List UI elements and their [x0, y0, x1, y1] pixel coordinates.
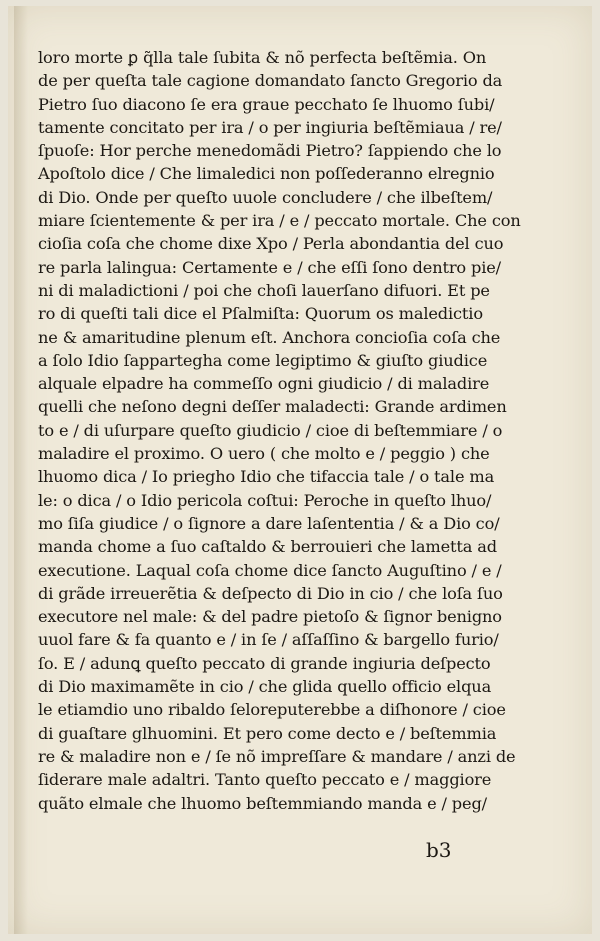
text-line: quãto elmale che lhuomo beſtemmiando manda e / peg/	[38, 793, 487, 813]
text-line: di grãde irreuerẽtia & deſpecto di Dio in cio / che loſa ſuo	[38, 583, 503, 603]
text-block	[38, 46, 521, 815]
text-line: miare ſcientemente & per ira / e / peccato mortale. Che con	[38, 211, 521, 231]
text-line: uuol fare & fa quanto e / in ſe / aſſaſſino & bargello furio/	[38, 630, 499, 650]
text-line: di guaſtare glhuomini. Et pero come decto e / beſtemmia	[38, 723, 497, 743]
text-line: mo ſiſa giudice / o ſignore a dare laſententia / & a Dio co/	[38, 513, 500, 533]
text-line: ſo. E / adunꝗ queſto peccato di grande ingiuria deſpecto	[38, 653, 491, 673]
signature-mark: b3	[426, 838, 452, 862]
text-line: di Dio. Onde per queſto uuole concludere / che ilbeſtem/	[38, 187, 493, 207]
text-line: manda chome a ſuo caſtaldo & berrouieri che lametta ad	[38, 537, 497, 557]
text-line: re parla lalingua: Certamente e / che eſſi ſono dentro pie/	[38, 257, 501, 277]
text-line: ſpuoſe: Hor perche menedomãdi Pietro? ſappiendo che lo	[38, 141, 502, 161]
text-line: quelli che neſono degni deſſer maladecti: Grande ardimen	[38, 397, 507, 417]
text-line: Apoſtolo dice / Che limaledici non poſſederanno elregnio	[38, 164, 495, 184]
text-line: tamente concitato per ira / o per ingiuria beſtẽmiaua / re/	[38, 117, 502, 137]
text-line: to e / di uſurpare queſto giudicio / cioe di beſtemmiare / o	[38, 420, 503, 440]
text-line: a ſolo Idio ſappartegha come legiptimo & giuſto giudice	[38, 350, 488, 370]
text-line: alquale elpadre ha commeſſo ogni giudicio / di maladire	[38, 374, 490, 394]
text-line: lhuomo dica / Io priegho Idio che tifaccia tale / o tale ma	[38, 467, 495, 487]
text-line: executione. Laqual coſa chome dice ſancto Auguſtino / e /	[38, 560, 502, 580]
text-line: cioſia coſa che chome dixe Xpo / Perla abondantia del cuo	[38, 234, 504, 254]
text-line: re & maladire non e / ſe nõ impreſſare & mandare / anzi de	[38, 746, 516, 766]
text-line: loro morte ꝑ q̃lla tale ſubita & nõ perfecta beſtẽmia. On	[38, 48, 487, 67]
text-line: ne & amaritudine plenum eſt. Anchora concioſia coſa che	[38, 327, 501, 347]
text-line: executore nel male: & del padre pietoſo & ſignor benigno	[38, 607, 502, 627]
text-line: maladire el proximo. O uero ( che molto e / peggio ) che	[38, 444, 490, 464]
text-line: di Dio maximamẽte in cio / che glida quello officio elqua	[38, 677, 492, 697]
text-line: le: o dica / o Idio pericola coſtui: Peroche in queſto lhuo/	[38, 490, 492, 510]
text-line: ni di maladictioni / poi che choſi lauerſano difuori. Et pe	[38, 280, 490, 300]
book-page	[8, 6, 592, 934]
text-line: ro di queſti tali dice el Pſalmiſta: Quorum os maledictio	[38, 304, 483, 324]
text-line: ſiderare male adaltri. Tanto queſto peccato e / maggiore	[38, 770, 492, 790]
text-line: Pietro ſuo diacono ſe era graue pecchato ſe lhuomo ſubi/	[38, 94, 495, 114]
text-line: de per queſta tale cagione domandato ſancto Gregorio da	[38, 71, 503, 91]
text-line: le etiamdio uno ribaldo ſeloreputerebbe a diſhonore / cioe	[38, 700, 506, 720]
